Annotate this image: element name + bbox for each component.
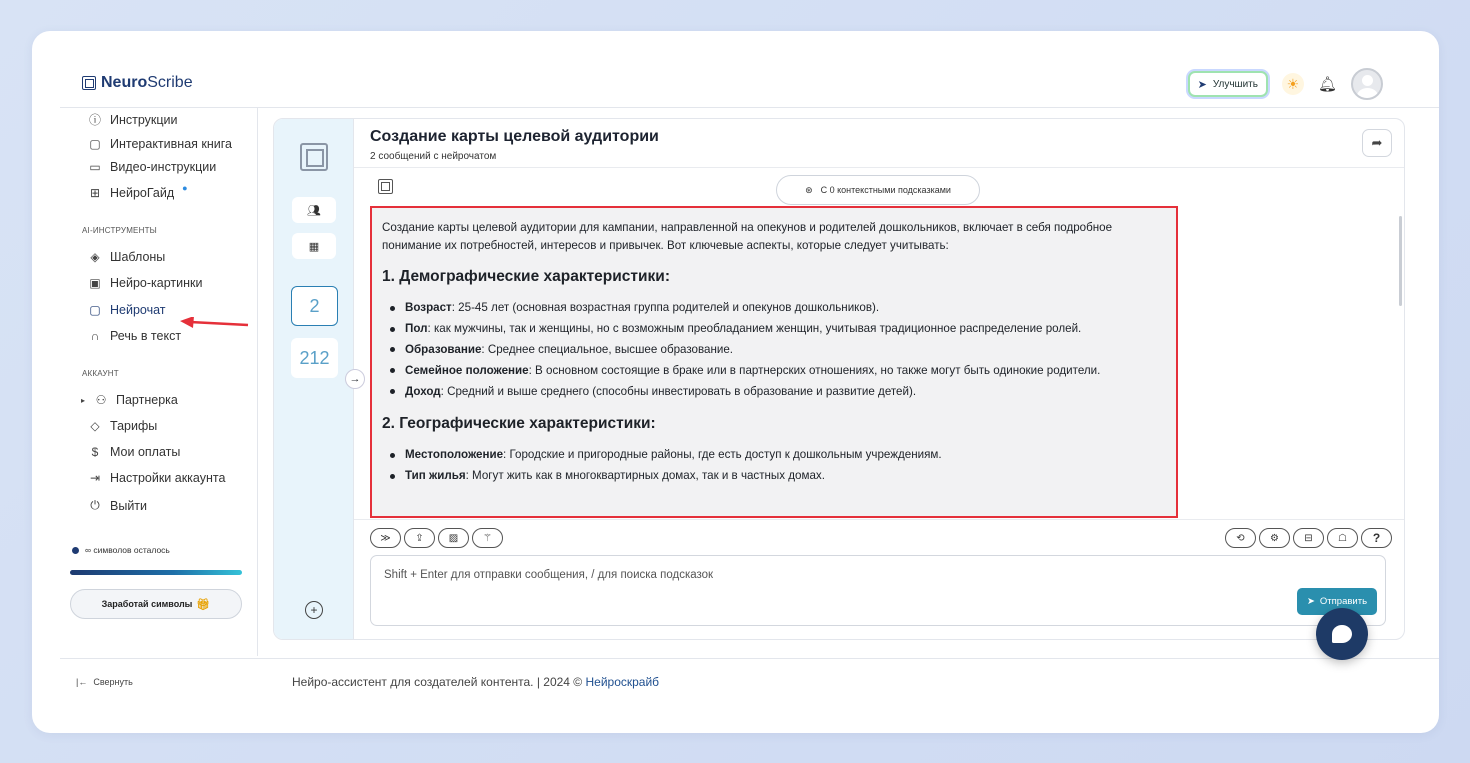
sidebar-item-tariffs[interactable]: [88, 419, 157, 433]
settings-icon[interactable]: ⚙: [1259, 528, 1290, 548]
layers-icon: ◈: [90, 250, 100, 264]
sidebar-item-label: Видео-инструкции: [110, 160, 217, 174]
footer-divider: [60, 658, 1439, 659]
chat-header-divider: [354, 167, 1404, 168]
chat-title: Создание карты целевой аудитории: [370, 128, 659, 145]
annotation-arrow-icon: [180, 317, 250, 333]
sidebar-item-label: Партнерка: [116, 393, 178, 407]
sidebar-item-label: Интерактивная книга: [110, 137, 232, 151]
chat-icon: ▢: [89, 303, 101, 317]
upload-icon[interactable]: ⇪: [404, 528, 435, 548]
sidebar-item-label: Мои оплаты: [110, 445, 181, 459]
dollar-icon: $: [91, 445, 99, 459]
section1-list: [382, 298, 1166, 402]
grid-button[interactable]: [292, 233, 336, 259]
expand-arrow-icon[interactable]: →: [345, 369, 365, 389]
guide-icon: ⊞: [89, 186, 101, 200]
bot-icon[interactable]: ☖: [1327, 528, 1358, 548]
section-account: АККАУНТ: [82, 369, 119, 378]
share-icon: ➦: [1371, 135, 1383, 150]
chat-panel: [273, 118, 1405, 640]
headphones-icon: ∩: [90, 329, 100, 343]
users-icon: 👥︎: [307, 204, 321, 217]
message-input[interactable]: [370, 555, 1386, 626]
plugin-icon[interactable]: ⟲: [1225, 528, 1256, 548]
section2-title: 2. Географические характеристики:: [382, 414, 656, 432]
assistant-message: [370, 206, 1178, 518]
sidebar-item-label: Тарифы: [110, 419, 158, 433]
book-icon: ▢: [89, 137, 101, 151]
sidebar-item-interactive-book[interactable]: [88, 137, 232, 151]
symbols-progress-bar: [70, 570, 242, 575]
send-label: Отправить: [1319, 596, 1368, 607]
list-item: Местоположение: Городские и пригородные районы, где есть доступ к дошкольным учреждениям.: [382, 445, 1166, 466]
question-circle-icon: ⓘ: [88, 113, 101, 127]
share-button[interactable]: [1362, 129, 1392, 157]
theme-toggle-icon[interactable]: ☀: [1282, 73, 1304, 95]
list-item: Семейное положение: В основном состоящие в браке или в партнерских отношениях, но также могут быть одинокие родители.: [382, 360, 1166, 381]
help-icon[interactable]: ?: [1361, 528, 1392, 548]
collapse-down-icon[interactable]: ≫: [370, 528, 401, 548]
list-item: Образование: Среднее специальное, высшее образование.: [382, 340, 1166, 361]
list-item: Возраст: 25-45 лет (основная возрастная группа родителей и опекунов дошкольников).: [382, 298, 1166, 319]
chat-bubble-icon: [1332, 625, 1352, 643]
template-icon[interactable]: ⊟: [1293, 528, 1324, 548]
sidebar-item-neurochat[interactable]: [88, 303, 166, 317]
sidebar-item-neuro-images[interactable]: [88, 276, 202, 290]
sidebar-item-logout[interactable]: [88, 498, 147, 513]
footer: [292, 675, 659, 689]
collapse-label: Свернуть: [93, 677, 133, 687]
expand-caret-icon: ▸: [80, 395, 85, 405]
sidebar-item-guide[interactable]: [88, 183, 188, 200]
support-chat-button[interactable]: [1316, 608, 1368, 660]
sidebar-item-label: НейроГайд: [110, 186, 175, 200]
grid-icon: ▦: [308, 240, 320, 253]
section1-title: 1. Демографические характеристики:: [382, 268, 670, 285]
video-icon: ▭: [89, 160, 101, 174]
new-dot-icon: ●: [182, 183, 188, 193]
symbols-label: ∞ символов осталось: [85, 545, 170, 555]
message-scrollbar[interactable]: [1399, 216, 1402, 306]
active-chat-count[interactable]: 2: [291, 286, 338, 326]
footer-link[interactable]: Нейроскрайб: [585, 675, 660, 689]
audience-button[interactable]: [292, 197, 336, 223]
assistant-avatar-icon: [378, 179, 393, 194]
magic-wand-icon[interactable]: ⚚: [472, 528, 503, 548]
chat-rail: [274, 119, 354, 639]
symbols-remaining: [72, 545, 170, 555]
sidebar-item-partners[interactable]: [80, 393, 178, 407]
brand-logo[interactable]: [82, 74, 193, 92]
upgrade-label: Улучшить: [1212, 78, 1258, 90]
send-icon: ➤: [1306, 596, 1315, 607]
input-placeholder: Shift + Enter для отправки сообщения, / для поиска подсказок: [384, 569, 714, 581]
earn-label: Заработай символы: [101, 599, 193, 609]
collapse-icon: |←: [76, 677, 88, 687]
message-intro: Создание карты целевой аудитории для кампании, направленной на опекунов и родителей дошкольников, включает в себя подробное понимание их потребностей, интересов и привычек. Вот ключевые аспекты, которые следует учитывать:: [382, 221, 1113, 252]
sidebar-item-label: Речь в текст: [110, 329, 182, 343]
list-item: Тип жилья: Могут жить как в многоквартирных домах, так и в частных домах.: [382, 466, 1166, 487]
sidebar-item-payments[interactable]: [88, 445, 180, 459]
collapse-sidebar-button[interactable]: [76, 677, 133, 687]
rocket-icon: ➤: [1197, 78, 1207, 91]
sidebar-item-speech-to-text[interactable]: [88, 329, 181, 343]
toolbar-divider: [354, 519, 1404, 520]
gift-icon: 🎁︎: [196, 598, 211, 611]
context-hints-button[interactable]: [776, 175, 980, 205]
sidebar-item-label: Нейрочат: [110, 303, 166, 317]
footer-text: Нейро-ассистент для создателей контента. | 2024 ©: [292, 675, 586, 689]
list-item: Пол: как мужчины, так и женщины, но с возможным преобладанием женщин, учитывая традиционное распределение ролей.: [382, 319, 1166, 340]
brand-bold: Neuro: [101, 74, 148, 91]
rail-logo-icon: [300, 143, 328, 171]
sidebar-item-label: Шаблоны: [110, 250, 166, 264]
users-icon: ⚇: [95, 393, 107, 407]
section2-list: [382, 445, 1166, 487]
sidebar-item-label: Нейро-картинки: [110, 276, 203, 290]
total-chat-count[interactable]: 212: [291, 338, 338, 378]
hints-icon: ⊛: [805, 184, 813, 195]
new-chat-icon[interactable]: +: [305, 601, 323, 619]
sidebar-item-video[interactable]: [88, 160, 216, 174]
sidebar-item-label: Настройки аккаунта: [110, 471, 226, 485]
logo-icon: [82, 76, 96, 90]
sidebar-item-templates[interactable]: [88, 250, 165, 264]
tag-icon: ◇: [90, 419, 100, 433]
hints-label: С 0 контекстными подсказками: [820, 185, 951, 195]
bell-icon[interactable]: 🔔︎: [1317, 76, 1337, 93]
list-item: Доход: Средний и выше среднего (способны инвестировать в образование и развитие детей).: [382, 381, 1166, 402]
image-icon: ▣: [89, 276, 101, 290]
sidebar-item-label: Выйти: [110, 498, 148, 513]
upgrade-button[interactable]: [1188, 71, 1268, 97]
header-actions: [1188, 68, 1383, 100]
earn-symbols-button[interactable]: [70, 589, 242, 619]
chat-subtitle: 2 сообщений с нейрочатом: [370, 151, 497, 162]
power-icon: ⏻: [90, 498, 100, 512]
header-divider: [60, 107, 1439, 108]
symbols-dot-icon: [72, 547, 79, 554]
image-upload-icon[interactable]: ▨: [438, 528, 469, 548]
sidebar-item-account-settings[interactable]: [88, 471, 225, 485]
input-tools-right: [1225, 528, 1392, 548]
sidebar-item-label: Инструкции: [110, 112, 178, 127]
app-window: [32, 31, 1439, 733]
input-tools-left: [370, 528, 503, 548]
avatar[interactable]: [1351, 68, 1383, 100]
sidebar-item-instructions[interactable]: [88, 111, 178, 128]
settings-icon: ⇥: [89, 471, 101, 485]
brand-rest: Scribe: [147, 74, 193, 91]
section-ai-tools: AI-ИНСТРУМЕНТЫ: [82, 226, 157, 235]
